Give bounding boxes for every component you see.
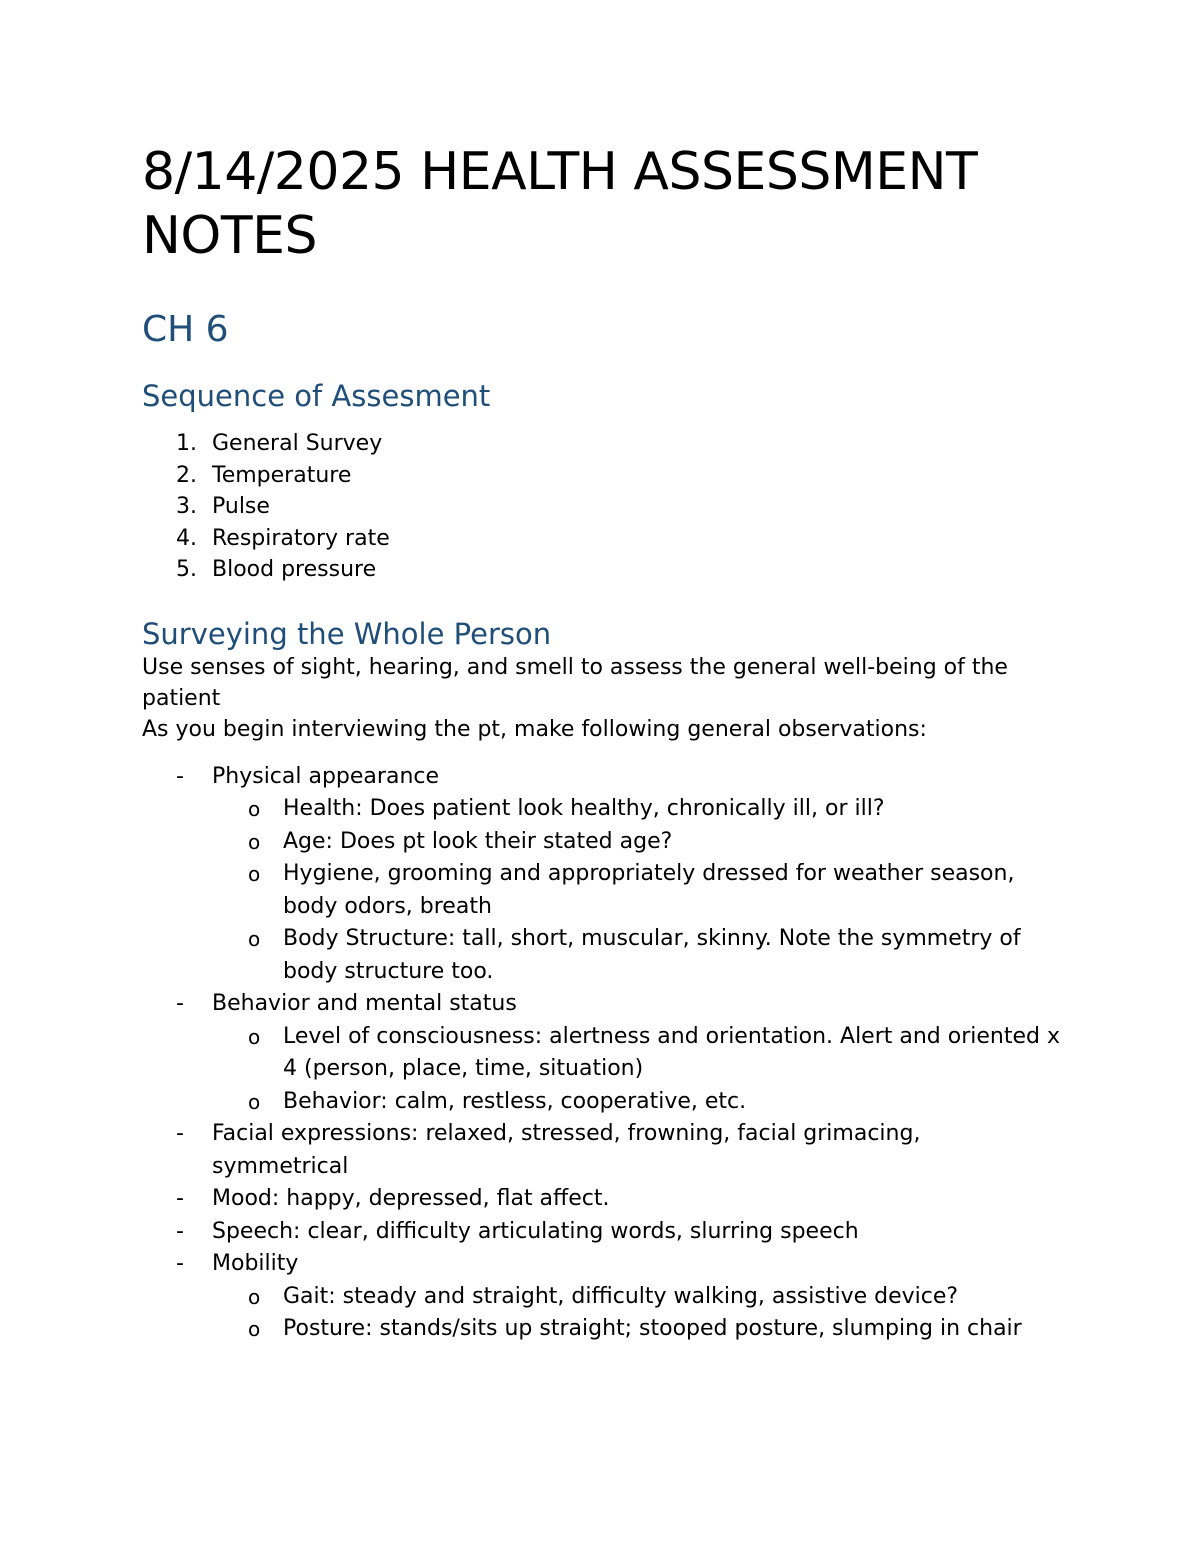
- observation-text: Behavior and mental status: [212, 991, 517, 1016]
- observation-text: Mobility: [212, 1251, 299, 1276]
- observation-subitem-text: Body Structure: tall, short, muscular, skinny. Note the symmetry of body structure too.: [283, 926, 1021, 984]
- observation-subitem-text: Level of consciousness: alertness and orientation. Alert and oriented x 4 (person, place, time, situation): [283, 1023, 1060, 1081]
- circle-bullet: o: [248, 862, 261, 886]
- sequence-item-number: 5.: [176, 557, 197, 582]
- observation-subitem: [212, 1086, 1062, 1119]
- observation-item: [142, 761, 1062, 989]
- sequence-item: [142, 460, 1062, 492]
- observation-subitem: [212, 923, 1062, 988]
- sequence-item-number: 2.: [176, 462, 197, 488]
- sequence-item-number: 1.: [176, 431, 197, 456]
- observation-subitem-text: Behavior: calm, restless, cooperative, etc.: [283, 1088, 747, 1114]
- observation-item: [142, 1248, 1062, 1346]
- observation-sublist: [212, 1281, 1062, 1346]
- circle-bullet: o: [248, 797, 261, 821]
- observation-item: [142, 1183, 1062, 1216]
- chapter-heading: CH 6: [142, 309, 229, 350]
- circle-bullet: o: [248, 1284, 261, 1309]
- observation-subitem: [212, 1313, 1062, 1346]
- survey-paragraph-senses: Use senses of sight, hearing, and smell to assess the general well-being of the patient: [142, 654, 1008, 711]
- sequence-item: [142, 554, 1062, 586]
- document-page: [142, 140, 1062, 1346]
- observation-item: [142, 1216, 1062, 1249]
- observation-subitem-text: Hygiene, grooming and appropriately dressed for weather season, body odors, breath: [283, 861, 1015, 919]
- observation-text: Physical appearance: [212, 763, 440, 789]
- dash-bullet: -: [176, 1121, 184, 1146]
- observation-subitem-text: Gait: steady and straight, difficulty walking, assistive device?: [283, 1283, 959, 1309]
- observation-subitem: [212, 1021, 1062, 1086]
- observation-subitem: [212, 1281, 1062, 1314]
- dash-bullet: -: [176, 1186, 184, 1211]
- sequence-item-text: General Survey: [212, 431, 383, 456]
- observation-text: Facial expressions: relaxed, stressed, frowning, facial grimacing, symmetrical: [212, 1121, 921, 1179]
- dash-bullet: -: [176, 1251, 184, 1276]
- sequence-item-text: Temperature: [212, 462, 352, 488]
- sequence-item-text: Pulse: [212, 494, 270, 519]
- circle-bullet: o: [248, 829, 261, 854]
- circle-bullet: o: [248, 1024, 261, 1049]
- survey-paragraph-observations: As you begin interviewing the pt, make following general observations:: [142, 716, 927, 742]
- observation-subitem: [212, 826, 1062, 859]
- circle-bullet: o: [248, 1089, 261, 1114]
- sequence-item-number: 3.: [176, 494, 197, 519]
- sequence-item-text: Blood pressure: [212, 557, 377, 582]
- sequence-item: [142, 428, 1062, 460]
- observation-subitem: [212, 858, 1062, 923]
- circle-bullet: o: [248, 927, 261, 951]
- dash-bullet: -: [176, 1218, 184, 1244]
- observation-subitem-text: Health: Does patient look healthy, chronically ill, or ill?: [283, 796, 885, 821]
- observations-list: [142, 761, 1062, 1346]
- dash-bullet: -: [176, 763, 184, 789]
- observation-subitem-text: Age: Does pt look their stated age?: [283, 828, 673, 854]
- observation-item: [142, 1118, 1062, 1183]
- observation-sublist: [212, 1021, 1062, 1119]
- sequence-item-number: 4.: [176, 525, 197, 551]
- observation-item: [142, 988, 1062, 1118]
- sequence-item: [142, 491, 1062, 523]
- circle-bullet: o: [248, 1317, 261, 1341]
- observation-text: Speech: clear, difficulty articulating words, slurring speech: [212, 1218, 859, 1244]
- observation-text: Mood: happy, depressed, flat affect.: [212, 1186, 610, 1211]
- survey-heading: Surveying the Whole Person: [142, 616, 552, 651]
- observation-sublist: [212, 793, 1062, 988]
- sequence-heading: Sequence of Assesment: [142, 379, 491, 413]
- observation-subitem: [212, 793, 1062, 826]
- observation-subitem-text: Posture: stands/sits up straight; stooped posture, slumping in chair: [283, 1316, 1022, 1341]
- dash-bullet: -: [176, 991, 184, 1016]
- sequence-list: [142, 428, 1062, 586]
- sequence-item: [142, 523, 1062, 555]
- document-title: 8/14/2025 HEALTH ASSESSMENT NOTES: [142, 142, 978, 266]
- sequence-item-text: Respiratory rate: [212, 525, 390, 551]
